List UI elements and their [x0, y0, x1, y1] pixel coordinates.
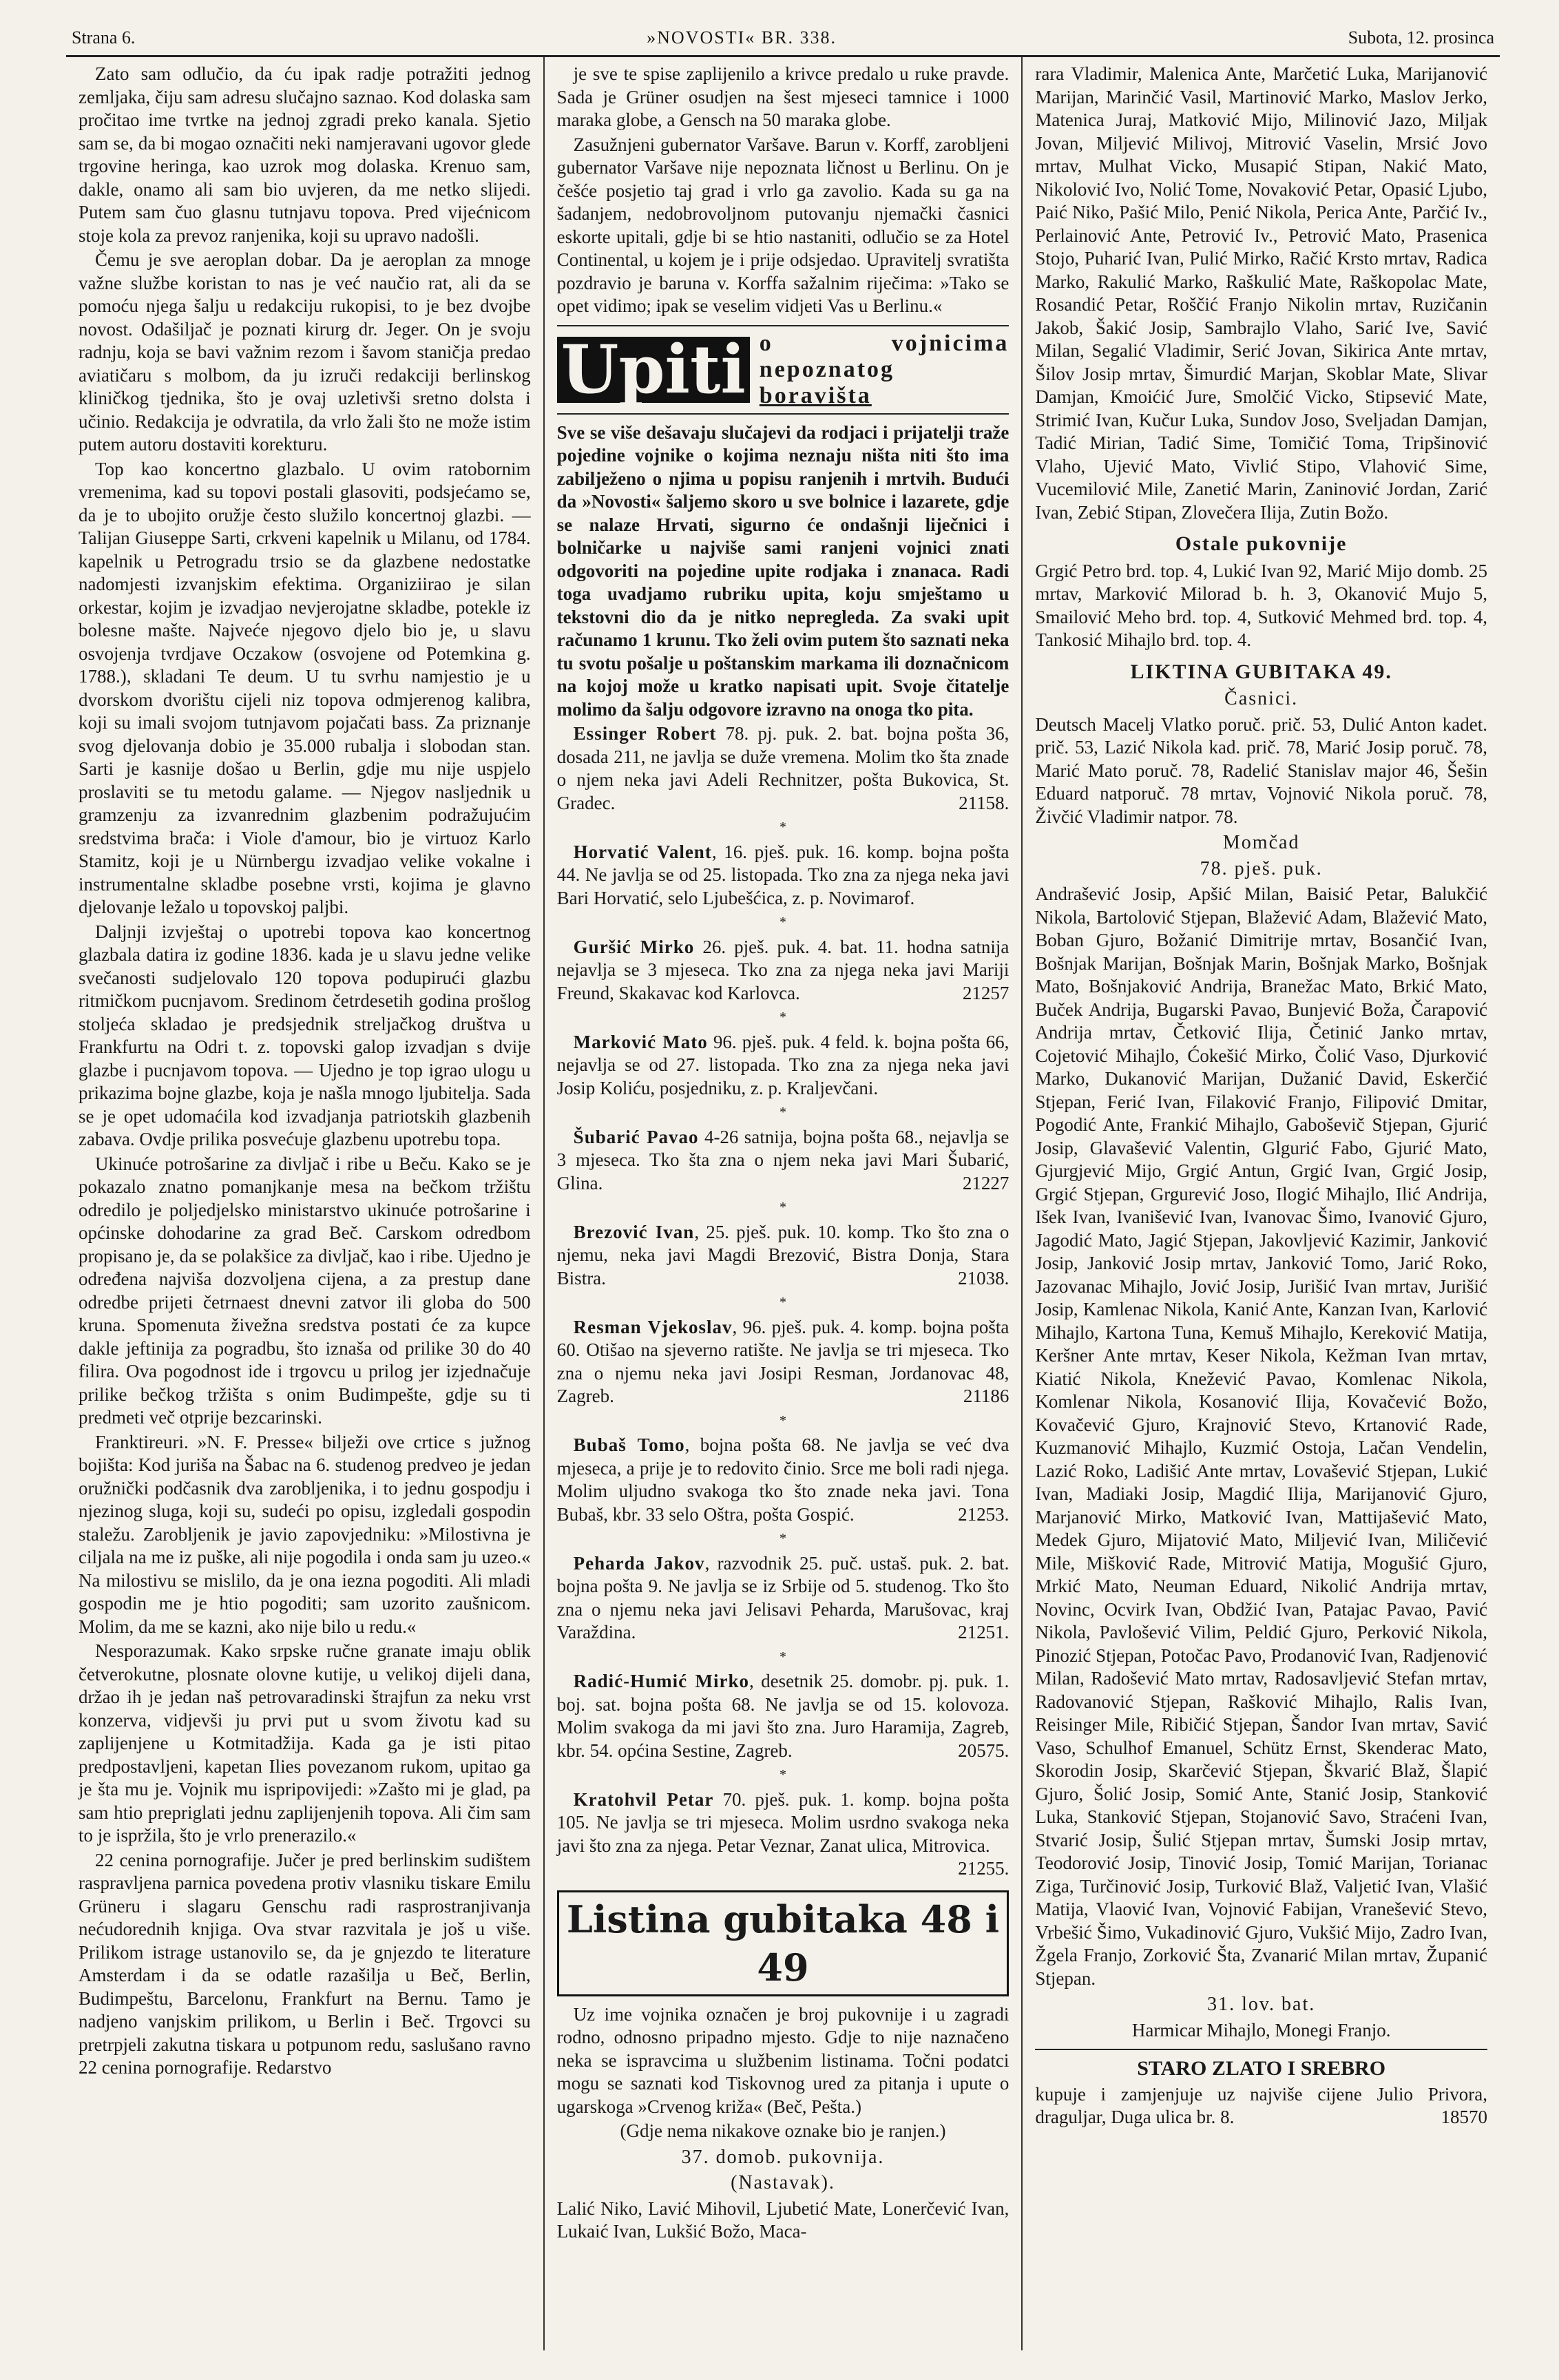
name-list: Grgić Petro brd. top. 4, Lukić Ivan 92, Marić Mijo domb. 25 mrtav, Marković Milorad b. h. 3, Okanović Mujo 5, Smailović Meho brd. top. 4, Sutković Mehmed brd. top. 4, Tankosić Mihajlo brd. top. 4.: [1035, 560, 1488, 650]
article-paragraph: Daljnji izvještaj o upotrebi topova kao koncertnog glazbala datira iz godine 1836. kada je u slavu jedne velike svečanosti sudjelovalo 120 topova podupirući glazbu ritmičkom pucnjavom. Sredinom četrdesetih godina prošlog stoljeća skladao je predsjednik streljačkog društva u Frankfurtu na Odri t. z. topovski galop izvadjan s dvije glazbe i pucnjavom topova. — Ujedno je top igrao ulogu u prikazima bojne glazbe, koja je našla mnogo ljubitelja. Sada se je opet udomaćila kod izvadjanja patriotskih glazbenih zabava. Ovdje prilika posvećuje glazbenu upotrebu topa.: [79, 921, 531, 1149]
entry-code: 21186: [963, 1386, 1009, 1406]
upit-entry: [557, 1126, 1009, 1196]
ad-title: STARO ZLATO I SREBRO: [1137, 2057, 1386, 2080]
entry-soldier-name: Kratohvil Petar: [573, 1788, 714, 1810]
column-3: [1021, 57, 1500, 2350]
entry-text: 26. pješ. puk. 4. bat. 11. hodna satnija nejavlja se 3 mjeseca. Tko zna za njega neka javi Mariji Freund, Skakavac kod Karlovca.: [556, 936, 1009, 1003]
entry-text: , razvodnik 25. puč. ustaš. puk. 2. bat. bojna pošta 9. Ne javlja se iz Srbije od 5. studenog. Tko što zna o njemu neka javi Jelisavi Peharda, Marušovac, kraj Varaždina.: [556, 1552, 1009, 1642]
upit-entry: [557, 936, 1009, 1005]
column-2: [543, 57, 1022, 2350]
entry-code: 21227: [962, 1172, 1009, 1193]
upiti-entries: [557, 722, 1009, 1881]
section-ostale-pukovnije: Ostale pukovnije: [1175, 532, 1348, 555]
upit-entry: [557, 1221, 1009, 1291]
upiti-subtitle-line-1: o vojnicima nepoznatog: [759, 330, 1009, 382]
article-pornografija: 22 cenina pornografije. Jučer je pred berlinskim sudištem raspravljena parnica povedena protiv vlasniku tiskare Emilu Grüneru i slagaru Genschu radi rasprostranjivanja nećudorednih knjiga. Ova stvar razvitala je još u više. Prilikom istrage ustanovilo se, da je gnjezdo te literature Amsterdam i da se odatle razašilja u Beč, Berlin, Budimpeštu, Barcelonu, Frankfurt na Bernu. Tamo je nadjeno vanjskim prilikom, u Berlin i Beč. Trgovci su pretrpjeli zakutna tiskara u potpunom redu, saslušano ravno 22 cenina pornografije. Redarstvo: [79, 1849, 531, 2078]
entry-code: 21255.: [958, 1858, 1009, 1879]
article-gubernator: Zasužnjeni gubernator Varšave. Barun v. Korff, zarobljeni gubernator Varšave nije nepoznata ličnost u Berlinu. On je češće posjetio taj grad i vrlo ga zavolio. Kada su ga na šadanjem, nedobrovoljnom putovanju njemački časnici eskorte upitali, gdje bi se htio nastaniti, odlučio se za Hotel Continental, u kojem je i prije odsjedao. Upravitelj svratišta pozdravio je baruna v. Korffa sažalnim riječima: »Tako se opet vidimo; ipak se veselim vidjeti Vas u Berlinu.«: [556, 134, 1009, 316]
name-list: Harmicar Mihajlo, Monegi Franjo.: [1131, 2019, 1391, 2040]
listina-note-2: (Gdje nema nikakove oznake bio je ranjen.): [620, 2120, 946, 2141]
page-number: Strana 6.: [72, 28, 136, 48]
name-list: Lalić Niko, Lavić Mihovil, Ljubetić Mate, Lonerčević Ivan, Lukaić Ivan, Lukšić Božo, Maca-: [556, 2198, 1009, 2242]
entry-code: 20575.: [958, 1740, 1009, 1761]
entry-separator: *: [780, 915, 786, 930]
upiti-subtitle-line-2: boravišta: [759, 382, 872, 408]
entry-separator: *: [780, 1649, 786, 1664]
entry-separator: *: [780, 820, 786, 835]
upit-entry: [557, 1031, 1009, 1100]
entry-code: 21251.: [958, 1622, 1009, 1642]
article-potrosarina: Ukinuće potrošarine za divljač i ribe u Beču. Kako se je pokazalo znatno pomanjkanje mesa na bečkom tržištu odredilo je poljedjelsko ministarstvo ukinuće potrošarine i općinske dohodarine za grad Beč. Carskom odredbom propisano je, da se polakšice za divljač, kao i ribe. Ujedno je određena najviša dozvoljena cijena, a za prestup dane odredbe prijeti četrnaest dnevni zatvor ili globa do 500 kruna. Spomenuta živežna sredstva postati će za kupce dakle jeftinija za pogradbu, što iznaša od prilike 30 do 40 filira. Ova pogodnost ide i trgovcu u prilog jer izjednačuje prilike bečkog tržišta s onim Budimpešte, gdje su ti predmeti več otprije bezcarinski.: [79, 1153, 531, 1428]
entry-soldier-name: Marković Mato: [573, 1031, 708, 1052]
listina-note: Uz ime vojnika označen je broj pukovnije i u zagradi rodno, odnosno pripadno mjesto. Gdje to nije naznačeno neka se ispravcima u službenim listinama. Točni podatci mogu se saznati kod Tiskovnog ured za pitanja i upute o ugarskoga »Crvenog križa« (Beč, Pešta.): [556, 2003, 1009, 2117]
nastavak-label: (Nastavak).: [731, 2172, 835, 2193]
upit-entry: [557, 722, 1009, 815]
entry-separator: *: [780, 1767, 786, 1782]
entry-soldier-name: Horvatić Valent: [573, 841, 712, 862]
entry-text: 78. pj. puk. 2. bat. bojna pošta 36, dosada 211, ne javlja se duže vremena. Molim tko šta znade o njem neka javi Adeli Rechnitzer, pošta Bukovica, St. Gradec.: [556, 723, 1009, 813]
column-1: [66, 57, 543, 2350]
article-paragraph: je sve te spise zaplijenilo a krivce predalo u ruke pravde. Sada je Grüner osudjen na šest mjeseci tamnice i 1000 maraka globe, a Gensch na 50 maraka globe.: [556, 63, 1009, 130]
entry-soldier-name: Brezović Ivan: [573, 1221, 695, 1242]
entry-soldier-name: Essinger Robert: [573, 723, 717, 744]
name-list: Andrašević Josip, Apšić Milan, Baisić Petar, Balukčić Nikola, Bartolović Stjepan, Blažević Adam, Blažević Mato, Boban Gjuro, Božanić Dimitrije mrtav, Bosančić Ivan, Bošnjak Marijan, Bošnjak Marin, Bošnjak Marko, Bošnjak Mato, Bošnjaković Andrija, Branežac Mato, Brkić Mato, Buček Andrija, Bugarski Pavao, Bunjević Boža, Čarapović Andrija mrtav, Četković Ilija, Četinić Janko mrtav, Cojetović Mihajlo, Ćokešić Mirko, Čolić Vaso, Djurković Marko, Dukanović Marijan, Dužanić David, Eskerčić Stjepan, Ferić Ivan, Filaković Franjo, Filipović Dmitar, Pogodić Ante, Frankić Mihajlo, Gaboševič Stjepan, Gjurić Josip, Glavašević Valentin, Glgurić Fabo, Gjurić Mato, Gjurgjević Mijo, Grgić Antun, Grgić Ivan, Grgić Josip, Grgić Stjepan, Grgurević Joso, Ilogić Mihajlo, Ilić Andrija, Išek Ivan, Ivanišević Ivan, Ivanovac Šimo, Ivanović Gjuro, Jagodić Mato, Jagić Stjepan, Jakovljević Kazimir, Janković Josip, Janković Josip mrtav, Janković Tomo, Jarić Roko, Jazovanac Mihajlo, Jović Josip, Jurišić Ivan mrtav, Jurišić Josip, Kamlenac Nikola, Kanić Ante, Kanzan Ivan, Karlović Mihajlo, Kartona Tuna, Kemuš Mihajlo, Kereković Matija, Keršner Ante mrtav, Keser Nikola, Kežman Ivan mrtav, Kiatić Nikola, Knežević Pavao, Komlenac Nikola, Komlenar Nikola, Kosanović Ilija, Kovačević Božo, Kovačević Gjuro, Krajnović Stevo, Krtanović Rade, Kuzmanović Mihajlo, Kuzmić Ostoja, Lačan Vendelin, Lazić Roko, Ladišić Ante mrtav, Lovašević Stjepan, Lukić Ivan, Madiaki Josip, Magdić Ilija, Marijanović Gjuro, Marjanović Mirko, Matković Ivan, Mattijašević Mato, Medek Gjuro, Mijatović Mato, Miljević Ivan, Miličević Mile, Mišković Rade, Mitrović Matija, Mogušić Gjuro, Mrkić Mato, Neuman Eduard, Nikolić Andrija mrtav, Novinc, Ocvirk Ivan, Obdžić Ivan, Patajac Pavao, Pavić Nikola, Pavlošević Vilim, Peldić Gjuro, Perković Nikola, Pinozić Stjepan, Potočac Pavo, Prodanović Ivan, Radjenović Milan, Radošević Mato mrtav, Radosavljević Stefan mrtav, Radovanović Stjepan, Rašković Mihajlo, Ralis Ivan, Reisinger Mile, Ribičić Stjepan, Šandor Ivan mrtav, Savić Vaso, Schulhof Emanuel, Schütz Ernst, Skenderac Mato, Skorodin Josip, Skarčević Stjepan, Škvarić Blaž, Šlapić Gjuro, Šolić Josip, Somić Ante, Stanić Josip, Stanković Luka, Stanković Stjepan, Stojanović Savo, Straćeni Ivan, Stvarić Josip, Šulić Stjepan mrtav, Šumski Josip mrtav, Teodorović Josip, Tinović Josip, Tomić Marijan, Torianac Ziga, Turčinović Josip, Turković Blaž, Valjetić Ivan, Vlašić Matija, Vlaović Ivan, Vojnović Fabijan, Vranešević Stevo, Vrbešić Šimo, Vukadinović Gjuro, Vukšić Mijo, Zadro Ivan, Žgela Franjo, Zorković Šta, Zvanarić Milan mrtav, Županić Stjepan.: [1035, 884, 1488, 1989]
listina-gubitaka-title: Listina gubitaka 48 i 49: [557, 1890, 1009, 1996]
entry-separator: *: [780, 1295, 786, 1310]
name-list: Deutsch Macelj Vlatko poruč. prič. 53, Dulić Anton kadet. prič. 53, Lazić Nikola kad. prič. 78, Marić Josip poruč. 78, Marić Mato poruč. 78, Radelić Stanislav major 46, Šešin Eduard natporuč. 78 mrtav, Vojnović Nikola poruč. 78, Živčić Vladimir natpor. 78.: [1035, 713, 1488, 827]
entry-separator: *: [780, 1010, 786, 1025]
entry-code: 21253.: [958, 1503, 1009, 1525]
entry-text: 4-26 satnija, bojna pošta 68., nejavlja se 3 mjeseca. Tko šta zna o njem neka javi Mari Šubarić, Glina.: [556, 1126, 1009, 1193]
upiti-heading-box: [557, 325, 1009, 415]
upit-entry: [557, 1316, 1009, 1408]
upiti-subtitle: [760, 331, 1009, 409]
section-casnici: Časnici.: [1224, 688, 1299, 709]
entry-separator: *: [780, 1531, 786, 1546]
entry-separator: *: [780, 1105, 786, 1120]
entry-soldier-name: Šubarić Pavao: [573, 1126, 699, 1147]
upiti-intro: Sve se više dešavaju slučajevi da rodjaci i prijatelji traže pojedine vojnike o kojima neznaju ništa niti što ima zabilježeno o njima u popisu ranjenih i mrtvih. Budući da »Novosti« šaljemo skoro u sve bolnice i lazarete, gdje se nalaze Hrvati, sigurno će ondašnji liječnici i bolničarke u najviše sami ranjeni vojnici znati odgovoriti na pojedine upite rodjaka i znanaca. Radi toga uvadjamo rubriku upita, koju smještamo u tekstovni dio da je nitko nepregleda. Za svaki upit računamo 1 krunu. Tko želi ovim putem što saznati neka tu svotu pošalje u poštanskim markama ili doznačnicom na kojoj može u kratko napisati upit. Svoje čitatelje molimo da šalju odgovore izravno na onoga tko pita.: [556, 421, 1009, 720]
section-momcad: Momčad: [1222, 832, 1300, 853]
entry-text: , 96. pješ. puk. 4. komp. bojna pošta 60. Otišao na sjeverno ratište. Ne javlja se tri mjeseca. Tko zna o njemu neka javi Josipi Resman, Jordanovac 48, Zagreb.: [556, 1316, 1009, 1406]
section-78-puk: 78. pješ. puk.: [1200, 857, 1323, 879]
entry-soldier-name: Radić-Humić Mirko: [573, 1671, 750, 1691]
entry-soldier-name: Peharda Jakov: [573, 1552, 705, 1574]
name-list: rara Vladimir, Malenica Ante, Marčetić Luka, Marijanović Marijan, Marinčić Vasil, Martinović Marko, Maslov Jerko, Matenica Juraj, Matković Mijo, Milinović Jazo, Miljak Jovan, Miljević Milivoj, Mitrović Vaselin, Mrsić Jovo mrtav, Mulhat Vicko, Musapić Stipan, Nakić Mato, Nikolović Ivo, Nolić Tome, Novaković Petar, Opasić Ljubo, Paić Niko, Pašić Milo, Penić Nikola, Perica Ante, Parčić Iv., Perlainović Ante, Petrović Iv., Petrović Mato, Prasenica Stojo, Puharić Ivan, Pulić Mirko, Račić Krsto mrtav, Radica Marko, Rakulić Marko, Raškulić Mate, Raškopolac Mate, Rosandić Petar, Roščić Franjo Nikolin mrtav, Ruzičanin Jakob, Šakić Josip, Sambrajlo Vlaho, Sarić Ive, Savić Milan, Segalić Vladimir, Serić Jovan, Sikirica Ante mrtav, Šilov Josip mrtav, Šimurdić Marjan, Skoblar Mate, Slivar Damjan, Kmoićić Jure, Smolčić Vicko, Stipsević Mate, Strimić Ivan, Kučur Luka, Sundov Joso, Svelјadan Damjan, Tadić Mirian, Tadić Sime, Tomičić Toma, Tripšinović Vlaho, Ujević Mato, Vivlić Stipo, Vlahović Sime, Vucemilović Mile, Zanetić Marin, Zaninović Jordan, Zarić Ivan, Zebić Stipan, Zlovečera Ilija, Zutin Božo.: [1035, 63, 1488, 523]
article-franktireuri: Franktireuri. »N. F. Presse« bilježi ove crtice s južnog bojišta: Kod jurišа na Šabac na 6. studenog predveo je jedan oružnički podčasnik dva zarobljenika, i to jednu gospodju i njezinog sluga, koji su, sudeći po opisu, izgledali gospodin staležu. Zarobljenik je javio zapovjedniku: »Milostivna je ciljala na me iz puške, ali nije pogodila i onda sam ju uzeo.« Na milostivu se mislilo, da je ona iezna pogoditi. Ali mladi gospodin me je htio pogoditi; sam uzorito zaušnicom. Molim, da me se kazni, ako nije bilo u redu.«: [79, 1431, 531, 1637]
section-listina-49: LIKTINA GUBITAKA 49.: [1130, 660, 1392, 683]
divider: [1035, 2049, 1487, 2050]
upit-entry: [557, 1788, 1009, 1881]
entry-soldier-name: Bubaš Tomo: [573, 1434, 685, 1455]
entry-text: 70. pješ. puk. 1. komp. bojna pošta 105. Ne javlja se tri mjeseca. Molim usrdno svakoga neka javi što zna za njega. Petar Veznar, Zanat ulica, Mitrovica.: [556, 1788, 1009, 1856]
entry-text: , 16. pješ. puk. 16. komp. bojna pošta 44. Ne javlja se od 25. listopada. Tko zna za njega neka javi Bari Horvatić, selo Ljubešćica, z. p. Novimarof.: [556, 841, 1009, 908]
entry-text: 96. pješ. puk. 4 feld. k. bojna pošta 66, nejavlja se od 27. listopada. Tko zna za njega neka javi Josip Koliću, posjedniku, z. p. Kraljevčani.: [556, 1031, 1009, 1098]
article-paragraph: Zato sam odlučio, da ću ipak radje potražiti jednog zemljaka, čiju sam adresu slučajno saznao. Kod dolaska sam pročitao ime tvrtke na jednoj zgradi preko kanala. Sjetio sam se, da bi mogao označiti neki namjeravani ugovor glede trgovine heringa, kao uzrok mog dolaska. Krenuo sam, dakle, onamo ali sam bio uvjeren, da me netko slijedi. Putem sam čuo glasnu tutnjavu topova. Pred vijećnicom stoje kola za prevoz ranjenika, koji su upravo nadošli.: [79, 63, 531, 246]
entry-soldier-name: Guršić Mirko: [573, 936, 695, 957]
entry-code: 21257: [962, 982, 1009, 1003]
ad-code: 18570: [1441, 2107, 1488, 2127]
entry-text: , desetnik 25. domobr. pj. puk. 1. boj. sat. bojna pošta 68. Ne javlja se od 15. kolovoza. Molim svakoga da mi javi što zna. Juro Haramija, Zagreb, kbr. 54. općina Sestine, Zagreb.: [556, 1671, 1009, 1761]
upit-entry: [557, 1434, 1009, 1526]
columns: [66, 57, 1500, 2350]
entry-code: 21158.: [959, 792, 1009, 813]
upit-entry: [557, 1552, 1009, 1645]
page-date: Subota, 12. prosinca: [1348, 28, 1494, 48]
entry-text: , bojna pošta 68. Ne javlja se već dva mjeseca, a prije je to redovito činio. Srce me boli radi njega. Molim uljudno svakoga tko što znade neka javi. Tona Bubaš, kbr. 33 selo Oštra, pošta Gospić.: [556, 1434, 1009, 1525]
ad-text: [1035, 2083, 1487, 2129]
ad-body: kupuje i zamjenjuje uz najviše cijene Julio Privora, dragulјar, Duga ulica br. 8.: [1035, 2083, 1488, 2127]
entry-separator: *: [780, 1200, 786, 1215]
section-31-lov-bat: 31. lov. bat.: [1207, 1994, 1316, 2015]
page-header: [66, 28, 1500, 57]
masthead-issue: »NOVOSTI« BR. 338.: [647, 28, 837, 48]
article-nesporazumak: Nesporazumak. Kako srpske ručne granate imaju oblik četverokutne, plosnate olovne kutije, u velikoj dijeli dana, držao ih je jedan naš petrovaradinski štrajfun za neku vrst konzerva, vidjevši ju prvi put u svom životu kad su zaplijenjene u Kotmitadžija. Kada ga je isti pitao predpostavljeni, kapetan Ilies povezanom rukom, upitao ga je šta mu je. Vojnik mu ispripovijedi: »Zašto mi je glad, pa sam htio prepriglati jednu zaplijenjenih topova. Ali čim sam to je ispržila, što je vrlo prenerazilo.«: [79, 1640, 531, 1846]
article-top-glazbalo: Top kao koncertno glazbalo. U ovim ratobornim vremenima, kad su topovi postali glasoviti, podsjećamo se, da je to ubojito oružje često služilo koncertnoj glazbi. — Talijan Giuseppe Sarti, crkveni kapelnik u Milanu, od 1784. kapelnik u Petrogradu trsio se da glazbene nedostatke nadomjesti izvanjskim efektima. Organiziirao je silan orkestar, kojim je izvadjao nevjerojatne skladbe, potekle iz bolesne mašte. Najveće njegovo djelo bio je, u slavu osvojenja tvrdjave Oczakow (osvojene od Potemkina g. 1788.), skladani Te deum. U tu svrhu namjestio je u dvorskom dvorištu cijeli niz topova odmjerenog kalibra, koji su imali svojom tutnjavom pojačati bass. Za priznanje svog djelovanja dobio je 35.000 rubalja i slobodan stan. Sarti je kasnije došao u Berlin, gdje mu nije uspjelo proslaviti se tu metodu galame. — Njegov nasljednik u gramzenju za izvanrednim glazbenim podražujućim sredstvima brača: i Viole d'amour, bio je virtuoz Karlo Stamitz, koji je u Nürnbergu izvadjao velike vokalne i instrumentalne skladbe posebne vrsti, kojima je glavno djelovanje ležalo u topovskoj paljbi.: [79, 458, 531, 917]
entry-separator: *: [780, 1412, 786, 1428]
entry-code: 21038.: [958, 1267, 1009, 1288]
entry-text: , 25. pješ. puk. 10. komp. Tko što zna o njemu, neka javi Magdi Brezović, Bistra Donja, Stara Bistra.: [556, 1221, 1009, 1288]
upit-entry: [557, 841, 1009, 910]
article-aeroplan: Čemu je sve aeroplan dobar. Da je aeroplan za mnoge važne službe koristan to nas je već naučio rat, ali da se pomoću njega šalju u redakciju rukopisi, to je bez dvojbe novost. Odašiljač je poznati kirurg dr. Jeger. On je svoju radnju, koja se bavi važnim rezom i šavom staničja predao aviatičaru s molbom, da ju izruči redakciji berlinskog kliničkog tjednika, što je ovaj uzletivši sretno dolsta i učinio. Redakcija je odvratila, da vrlo žali što ne može istim putem autoru dostaviti korekturu.: [79, 249, 531, 455]
entry-soldier-name: Resman Vjekoslav: [573, 1316, 733, 1337]
upit-entry: [557, 1670, 1009, 1762]
section-pukovnija-37: 37. domob. pukovnija.: [681, 2146, 885, 2168]
upiti-title: Upiti: [557, 337, 750, 403]
